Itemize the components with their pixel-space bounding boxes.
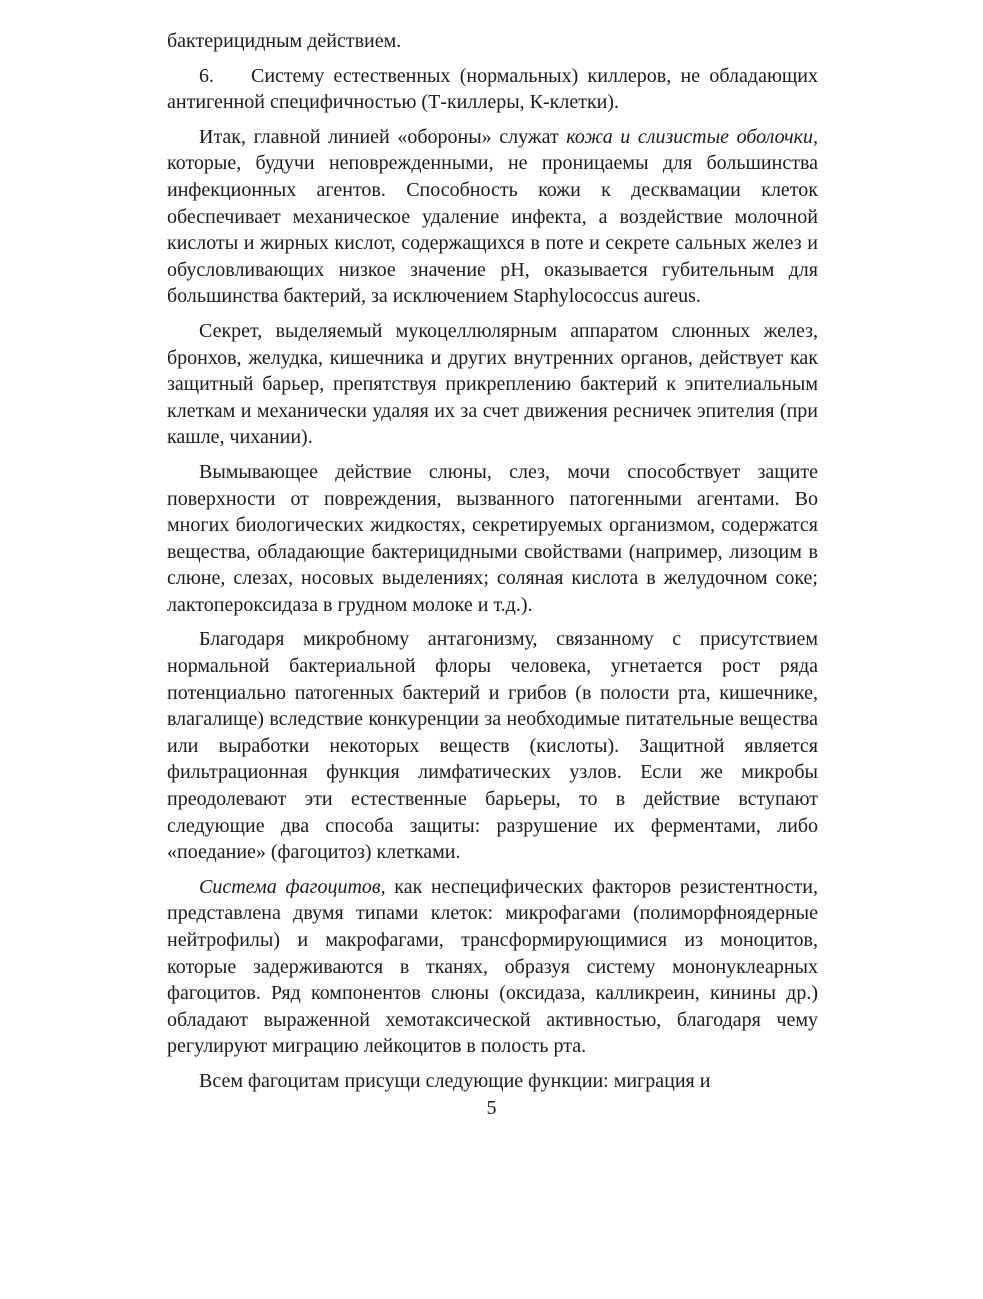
paragraph-text: , которые, будучи неповрежденными, не проницаемы для большинства инфекционных агентов. Способность кожи к десквамации клеток обеспечивает механическое удаление инфекта, а воздействие молочной кислоты и жирных кислот, содержащихся в поте и секрете сальных желез и обусловливающих низкое значение pH, оказывается губительным для большинства бактерий, за исключением Staphylococcus aureus. (167, 125, 818, 308)
italic-term: кожа и слизистые оболочки (566, 125, 813, 148)
paragraph-continuation: бактерицидным действием. (167, 30, 402, 52)
list-item-6 (167, 63, 818, 116)
paragraph-functions: Всем фагоцитам присущи следующие функции: миграция и (199, 1069, 711, 1092)
paragraph-antagonism: Благодаря микробному антагонизму, связанному с присутствием нормальной бактериальной флоры человека, угнетается рост ряда потенциально патогенных бактерий и грибов (в полости рта, кишечнике, влагалище) вследствие конкуренции за необходимые питательные вещества или выработки некоторых веществ (кислоты). Защитной является фильтрационная функция лимфатических узлов. Если же микробы преодолевают эти естественные барьеры, то в действие вступают следующие два способа защиты: разрушение их ферментами, либо «поедание» (фагоцитоз) клетками. (167, 628, 818, 864)
list-item-text: Систему естественных (нормальных) киллеров, не обладающих антигенной специфичностью (Т-киллеры, К-клетки). (167, 64, 818, 114)
paragraph-skin-mucosa (167, 124, 818, 310)
paragraph-phagocytes (167, 874, 818, 1060)
paragraph-text: Итак, главной линией «обороны» служат (199, 125, 567, 148)
italic-term: Система фагоцитов (199, 875, 381, 898)
list-number: 6. (199, 64, 214, 87)
page-number: 5 (486, 1097, 497, 1119)
document-page (167, 28, 818, 1103)
paragraph-secretion: Секрет, выделяемый мукоцеллюлярным аппаратом слюнных желез, бронхов, желудка, кишечника и других внутренних органов, действует как защитный барьер, препятствуя прикреплению бактерий к эпителиальным клеткам и механически удаляя их за счет движения ресничек эпителия (при кашле, чихании). (167, 319, 818, 449)
paragraph-washing: Вымывающее действие слюны, слез, мочи способствует защите поверхности от повреждения, вызванного патогенными агентами. Во многих биологических жидкостях, секретируемых организмом, содержатся вещества, обладающие бактерицидными свойствами (например, лизоцим в слюне, слезах, носовых выделениях; соляная кислота в желудочном соке; лактопероксидаза в грудном молоке и т.д.). (167, 460, 818, 616)
paragraph-text: , как неспецифических факторов резистентности, представлена двумя типами клеток: микрофагами (полиморфноядерные нейтрофилы) и макрофагами, трансформирующимися из моноцитов, которые задерживаются в тканях, образуя систему мононуклеарных фагоцитов. Ряд компонентов слюны (оксидаза, калликреин, кинины др.) обладают выраженной хемотаксической активностью, благодаря чему регулируют миграцию лейкоцитов в полость рта. (167, 875, 819, 1058)
